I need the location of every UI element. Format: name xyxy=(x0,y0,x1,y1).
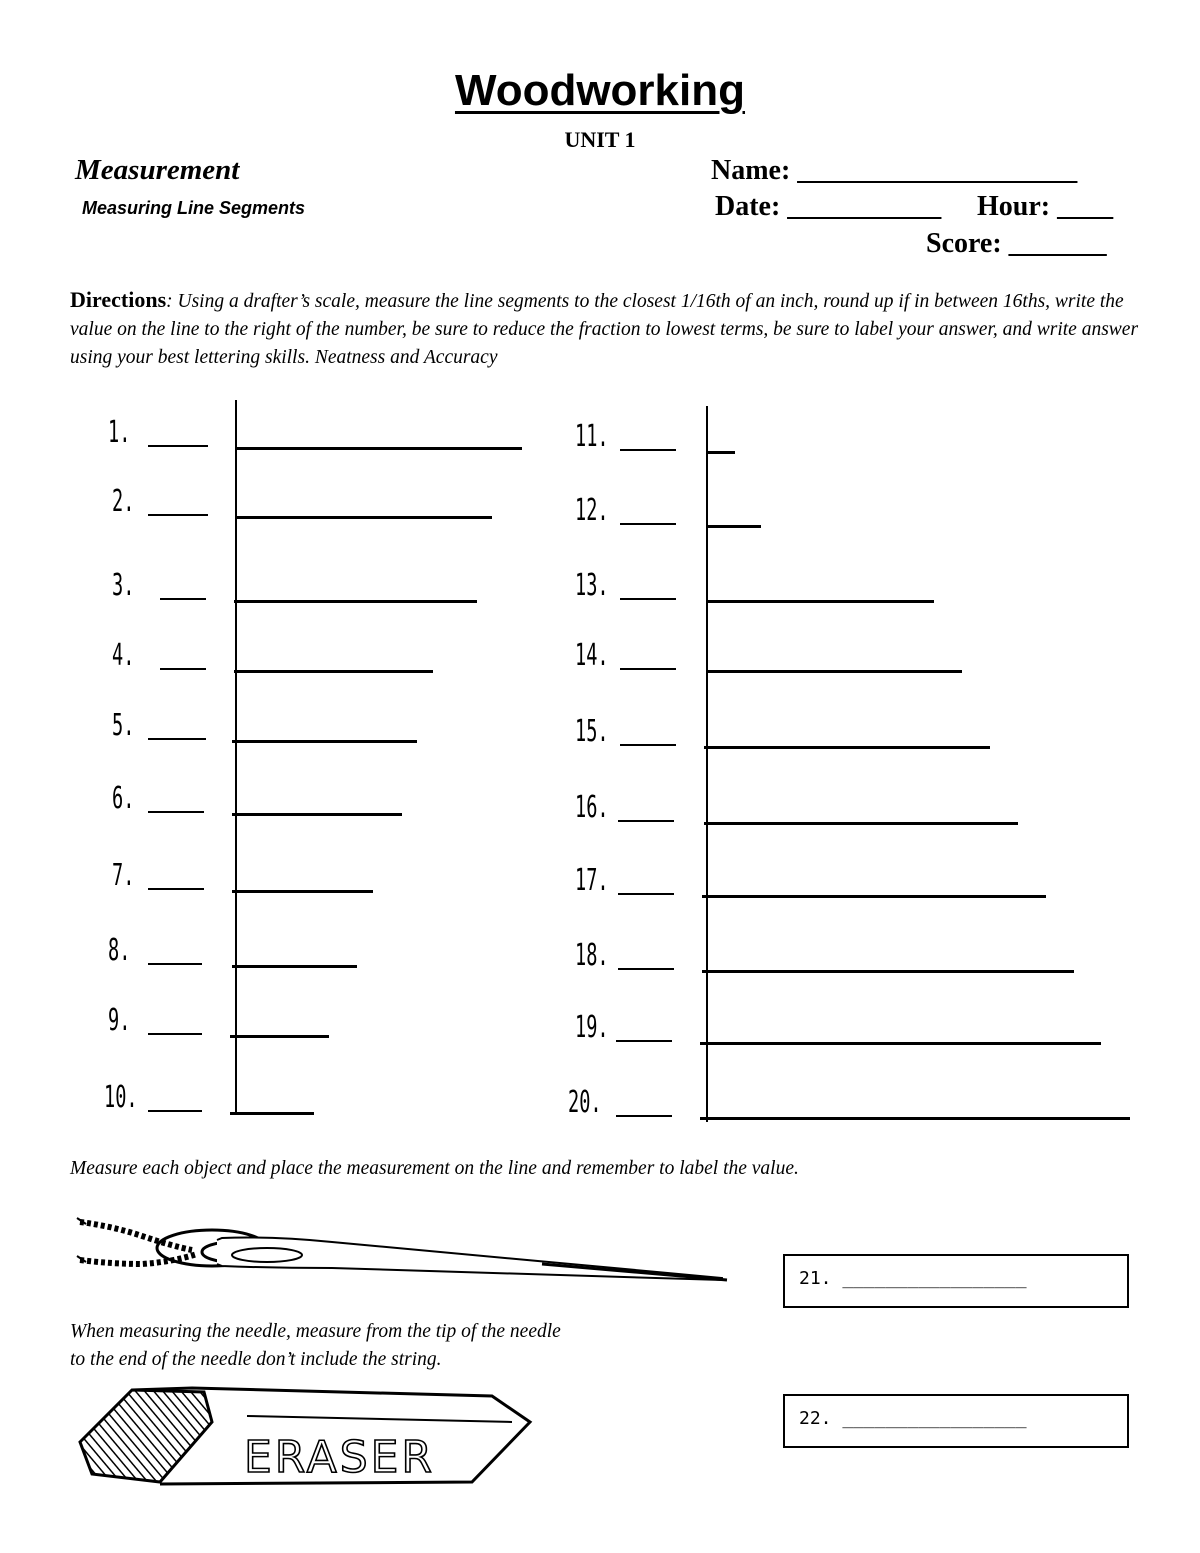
page-title: Woodworking xyxy=(454,66,746,115)
needle-illustration xyxy=(72,1212,737,1292)
segment-number: 20. xyxy=(568,1085,602,1120)
line-segment xyxy=(232,740,417,743)
objects-instruction: Measure each object and place the measurement on the line and remember to label the value. xyxy=(70,1158,799,1179)
segment-number: 9. xyxy=(108,1003,131,1038)
segment-number: 15. xyxy=(575,714,609,749)
score-field[interactable]: Score: _______ xyxy=(926,228,1107,259)
segment-number: 13. xyxy=(575,568,609,603)
directions xyxy=(70,286,1145,372)
segment-number: 11. xyxy=(575,419,609,454)
line-segment xyxy=(700,1117,1130,1120)
answer-box-22[interactable]: 22. _________________ xyxy=(783,1394,1129,1448)
hour-field[interactable]: Hour: ____ xyxy=(977,191,1114,222)
answer-blank[interactable] xyxy=(620,598,676,600)
line-segment xyxy=(232,965,357,968)
line-segment xyxy=(230,1035,329,1038)
line-segment xyxy=(707,525,761,528)
answer-blank[interactable] xyxy=(148,514,208,516)
answer-blank[interactable] xyxy=(618,893,674,895)
line-segment xyxy=(702,970,1074,973)
answer-blank[interactable] xyxy=(620,744,676,746)
answer-blank[interactable] xyxy=(148,1110,202,1112)
segment-number: 1. xyxy=(108,415,131,450)
line-segment xyxy=(234,670,433,673)
subtopic-heading: Measuring Line Segments xyxy=(82,198,306,218)
answer-blank[interactable] xyxy=(148,445,208,447)
line-segment xyxy=(232,890,373,893)
line-segment xyxy=(704,822,1018,825)
line-segment xyxy=(236,516,492,519)
answer-blank[interactable] xyxy=(160,598,206,600)
line-segment xyxy=(232,813,402,816)
directions-label: Directions xyxy=(70,287,167,312)
segment-number: 6. xyxy=(112,781,135,816)
unit-label: UNIT 1 xyxy=(564,127,636,152)
answer-blank[interactable] xyxy=(148,811,204,813)
eraser-illustration xyxy=(72,1382,542,1500)
line-segment xyxy=(704,746,990,749)
segment-number: 10. xyxy=(104,1080,138,1115)
segment-number: 14. xyxy=(575,638,609,673)
line-segment xyxy=(234,600,477,603)
segment-number: 8. xyxy=(108,933,131,968)
line-segment xyxy=(706,600,934,603)
needle-note-line1: When measuring the needle, measure from the tip of the needle xyxy=(70,1321,561,1342)
answer-blank[interactable] xyxy=(160,668,206,670)
answer-box-21[interactable]: 21. _________________ xyxy=(783,1254,1129,1308)
left-baseline xyxy=(235,400,237,1115)
line-segment xyxy=(230,1112,314,1115)
answer-blank[interactable] xyxy=(616,1040,672,1042)
segment-number: 16. xyxy=(575,790,609,825)
answer-blank[interactable] xyxy=(618,820,674,822)
answer-blank[interactable] xyxy=(620,668,676,670)
date-field[interactable]: Date: ___________ xyxy=(715,191,942,222)
segment-number: 2. xyxy=(112,484,135,519)
line-segment xyxy=(706,670,962,673)
segment-number: 12. xyxy=(575,493,609,528)
answer-blank[interactable] xyxy=(148,1033,202,1035)
segment-number: 18. xyxy=(575,938,609,973)
answer-blank[interactable] xyxy=(620,449,676,451)
name-field[interactable]: Name: ____________________ xyxy=(711,155,1078,186)
answer-blank[interactable] xyxy=(620,523,676,525)
segment-number: 3. xyxy=(112,568,135,603)
eraser-printed-text: ERASER xyxy=(244,1432,435,1483)
segment-number: 5. xyxy=(112,708,135,743)
line-segment xyxy=(700,1042,1101,1045)
answer-blank[interactable] xyxy=(148,888,204,890)
topic-heading: Measurement xyxy=(75,154,240,186)
answer-blank[interactable] xyxy=(148,963,202,965)
segment-number: 4. xyxy=(112,638,135,673)
right-baseline xyxy=(706,406,708,1122)
segment-number: 17. xyxy=(575,863,609,898)
answer-blank[interactable] xyxy=(618,968,674,970)
answer-blank[interactable] xyxy=(148,738,206,740)
answer-blank[interactable] xyxy=(616,1115,672,1117)
directions-text: : Using a drafter’s scale, measure the line segments to the closest 1/16th of an inch, round up if in between 16ths, write the value on the line to the right of the number, be sure to reduce the fraction to lowest terms, be sure to label your answer, and write answer using your best lettering skills. Neatness and Accuracy xyxy=(70,291,1139,368)
segment-number: 19. xyxy=(575,1010,609,1045)
segment-number: 7. xyxy=(112,858,135,893)
needle-note-line2: to the end of the needle don’t include the string. xyxy=(70,1349,442,1370)
line-segment xyxy=(236,447,522,450)
line-segment xyxy=(702,895,1046,898)
line-segment xyxy=(707,451,735,454)
